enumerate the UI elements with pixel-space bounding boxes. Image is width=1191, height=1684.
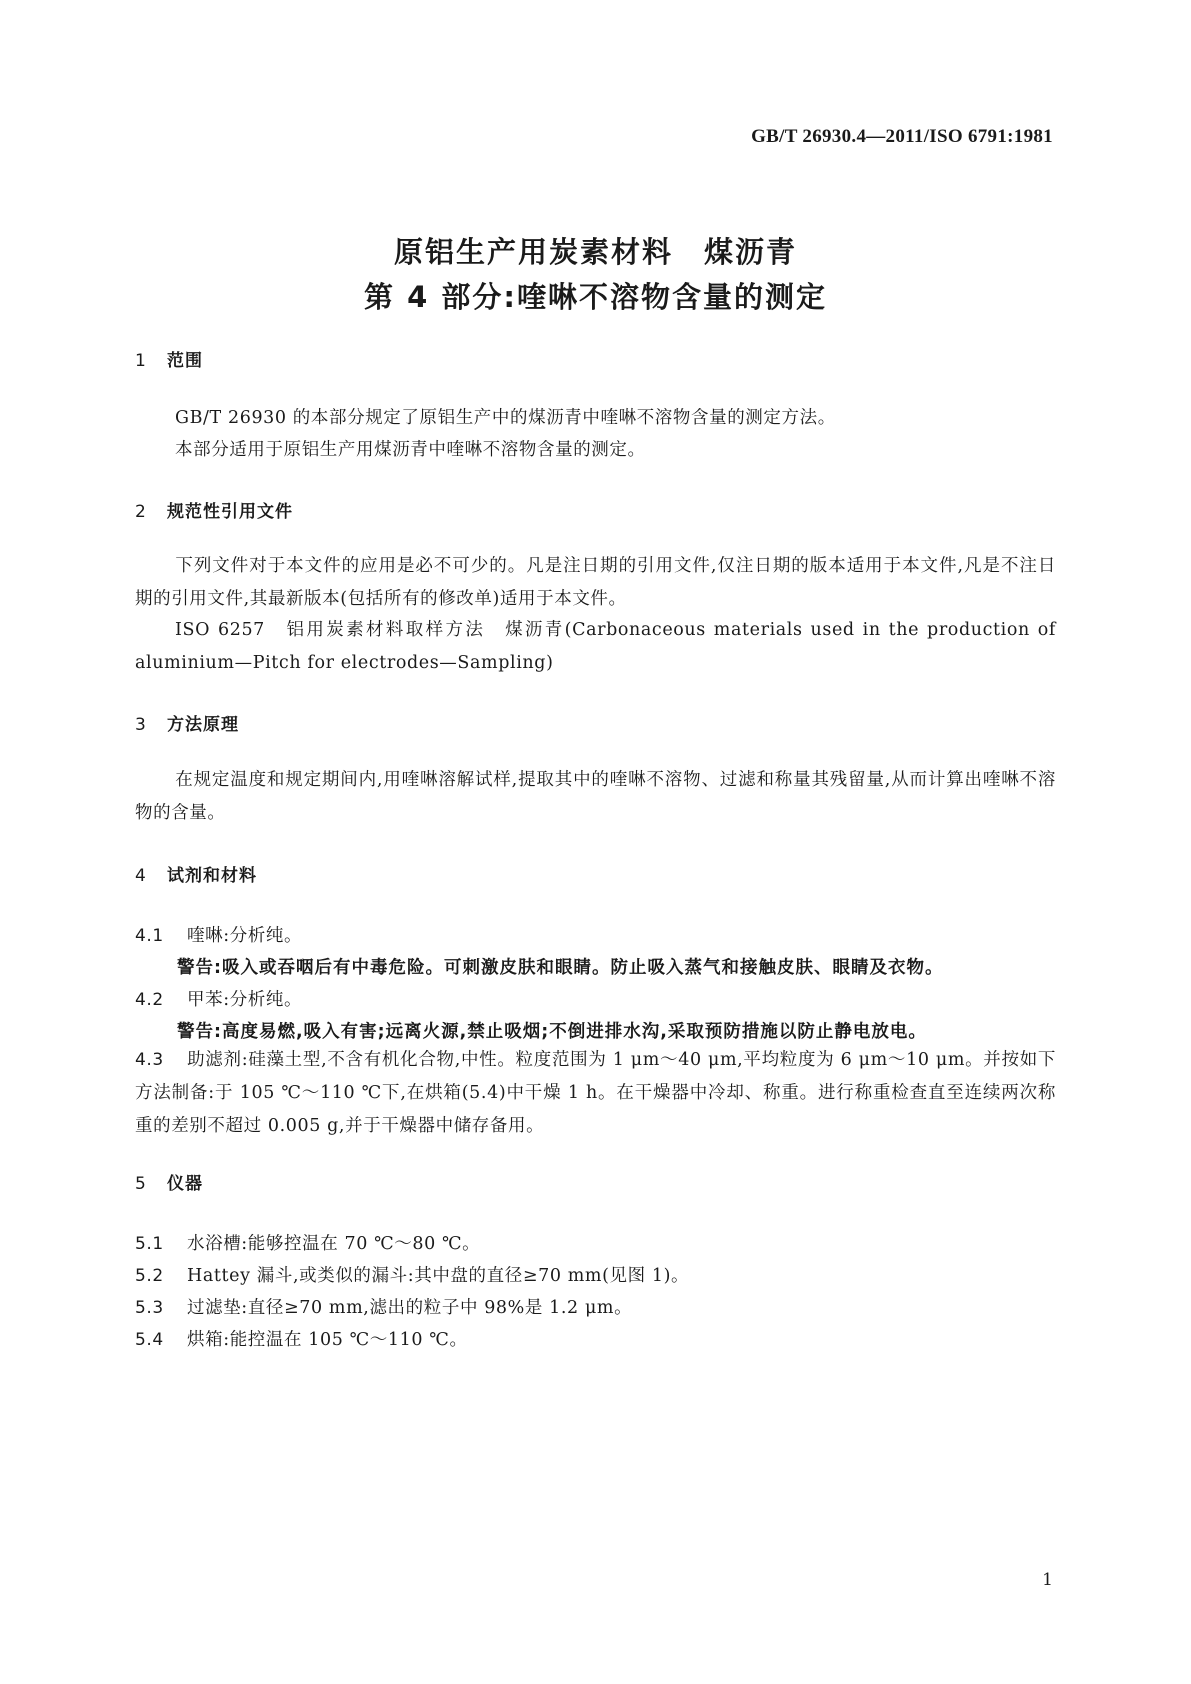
clause-5-4 xyxy=(135,1326,1056,1351)
section-1-paragraph-2: 本部分适用于原铝生产用煤沥青中喹啉不溶物含量的测定。 xyxy=(175,440,646,460)
document-title-line-2: 第 4 部分:喹啉不溶物含量的测定 xyxy=(364,280,827,314)
section-title: 方法原理 xyxy=(167,715,239,735)
paragraph-text: ISO 6257 铝用炭素材料取样方法 煤沥青(Carbonaceous materials used in the production of aluminium—Pitch for electrodes—Sampling) xyxy=(135,620,1056,673)
clause-number: 5.2 xyxy=(135,1266,164,1286)
clause-5-1 xyxy=(135,1230,1056,1255)
section-title: 规范性引用文件 xyxy=(167,502,293,522)
section-2-reference-iso6257 xyxy=(135,614,1056,680)
paragraph-text: 在规定温度和规定期间内,用喹啉溶解试样,提取其中的喹啉不溶物、过滤和称量其残留量,从而计算出喹啉不溶物的含量。 xyxy=(135,770,1056,823)
clause-number: 4.3 xyxy=(135,1050,164,1070)
section-number: 5 xyxy=(135,1174,147,1194)
section-3-heading xyxy=(135,710,239,735)
section-title: 试剂和材料 xyxy=(167,866,257,886)
clause-number: 4.2 xyxy=(135,990,164,1010)
section-number: 3 xyxy=(135,715,147,735)
section-5-heading xyxy=(135,1169,203,1194)
clause-5-3 xyxy=(135,1294,1056,1319)
clause-text: 助滤剂:硅藻土型,不含有机化合物,中性。粒度范围为 1 μm～40 μm,平均粒度为 6 μm～10 μm。并按如下方法制备:于 105 ℃～110 ℃下,在烘箱(5.4)中干燥 1 h。在干燥器中冷却、称重。进行称重检查直至连续两次称重的差别不超过 0.005 g,并于干燥器中储存备用。 xyxy=(135,1050,1056,1136)
section-3-paragraph-1 xyxy=(135,764,1056,830)
clause-text: 甲苯:分析纯。 xyxy=(187,990,303,1010)
clause-text: 过滤垫:直径≥70 mm,滤出的粒子中 98%是 1.2 μm。 xyxy=(187,1298,633,1318)
clause-number: 5.4 xyxy=(135,1330,164,1350)
clause-4-2 xyxy=(135,986,1056,1011)
clause-4-1 xyxy=(135,922,1056,947)
paragraph-text: 下列文件对于本文件的应用是必不可少的。凡是注日期的引用文件,仅注日期的版本适用于本文件,凡是不注日期的引用文件,其最新版本(包括所有的修改单)适用于本文件。 xyxy=(135,556,1056,609)
clause-number: 5.1 xyxy=(135,1234,164,1254)
section-number: 1 xyxy=(135,351,147,371)
section-2-heading xyxy=(135,497,293,522)
clause-text: 烘箱:能控温在 105 ℃～110 ℃。 xyxy=(187,1330,468,1350)
page-number: 1 xyxy=(1042,1570,1053,1590)
clause-text: 喹啉:分析纯。 xyxy=(187,926,303,946)
section-number: 2 xyxy=(135,502,147,522)
standard-code: GB/T 26930.4—2011/ISO 6791:1981 xyxy=(751,126,1053,147)
section-4-heading xyxy=(135,861,257,886)
clause-text: 水浴槽:能够控温在 70 ℃～80 ℃。 xyxy=(187,1234,481,1254)
clause-4-1-warning: 警告:吸入或吞咽后有中毒危险。可刺激皮肤和眼睛。防止吸入蒸气和接触皮肤、眼睛及衣物。 xyxy=(177,958,944,978)
clause-4-2-warning: 警告:高度易燃,吸入有害;远离火源,禁止吸烟;不倒进排水沟,采取预防措施以防止静电放电。 xyxy=(177,1022,927,1042)
section-1-paragraph-1: GB/T 26930 的本部分规定了原铝生产中的煤沥青中喹啉不溶物含量的测定方法。 xyxy=(175,408,836,428)
clause-text: Hattey 漏斗,或类似的漏斗:其中盘的直径≥70 mm(见图 1)。 xyxy=(187,1266,690,1286)
section-number: 4 xyxy=(135,866,147,886)
section-title: 仪器 xyxy=(167,1174,203,1194)
document-title-line-1: 原铝生产用炭素材料 煤沥青 xyxy=(393,235,797,269)
section-2-paragraph-1 xyxy=(135,550,1056,616)
clause-number: 4.1 xyxy=(135,926,164,946)
section-1-heading xyxy=(135,346,203,371)
clause-4-3 xyxy=(135,1044,1056,1143)
clause-5-2 xyxy=(135,1262,1056,1287)
clause-number: 5.3 xyxy=(135,1298,164,1318)
section-title: 范围 xyxy=(167,351,203,371)
